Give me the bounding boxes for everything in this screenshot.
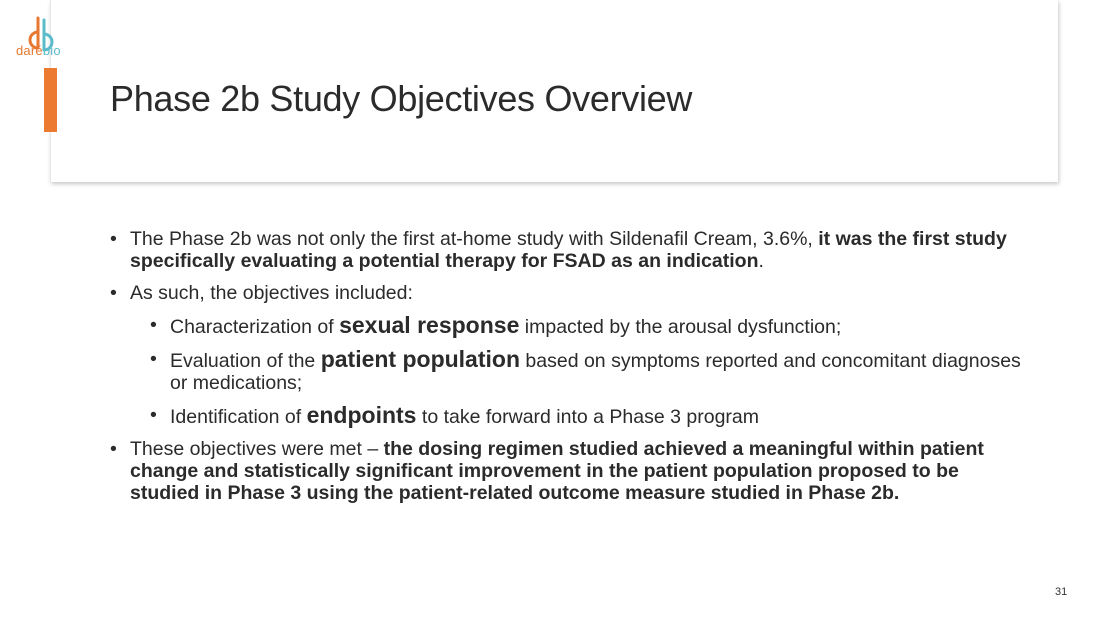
sub-bullet-1-pre: Characterization of [170,316,340,338]
sub-bullet-2-pre: Evaluation of the [170,350,321,372]
page-number: 31 [1055,586,1068,598]
bullet-3-text: These objectives were met – [130,438,384,460]
sub-bullet-1-bold: sexual response [339,312,520,338]
logo-wordmark [16,44,61,58]
slide-title: Phase 2b Study Objectives Overview [110,78,693,119]
sub-bullet-3-pre: Identification of [170,406,307,428]
sub-bullet-3-post: to take forward into a Phase 3 program [416,406,760,428]
bullet-3-bold: the dosing regimen studied achieved a meaningful within patient change and statistically significant improvement in the patient population proposed to be studied in Phase 3 using the patient-related outcome measure studied in Phase 2b. [130,438,984,504]
sub-bullet-3-bold: endpoints [306,402,417,428]
bullet-2 [108,282,1028,304]
logo-wordmark-bio: bio [42,43,61,58]
sub-bullet-3 [150,404,1028,428]
bullet-1-bold: it was the first study specifically evaluating a potential therapy for FSAD as an indication [130,228,1007,272]
bullet-1-text: The Phase 2b was not only the first at-home study with Sildenafil Cream, 3.6%, [130,228,819,250]
slide-content [108,228,1028,514]
bullet-1-end: . [758,250,764,272]
sub-bullet-2-bold: patient population [320,346,520,372]
logo-wordmark-dare: daré [16,43,43,58]
title-accent-bar [44,68,57,132]
bullet-2-text: As such, the objectives included: [130,282,413,304]
bullet-1 [108,228,1028,272]
sub-bullet-2-post: based on symptoms reported and concomitant diagnoses or medications; [170,350,1021,394]
sub-bullet-1 [150,314,1028,338]
sub-bullet-1-post: impacted by the arousal dysfunction; [519,316,842,338]
bullet-3 [108,438,1028,504]
sub-bullet-2 [150,348,1028,394]
